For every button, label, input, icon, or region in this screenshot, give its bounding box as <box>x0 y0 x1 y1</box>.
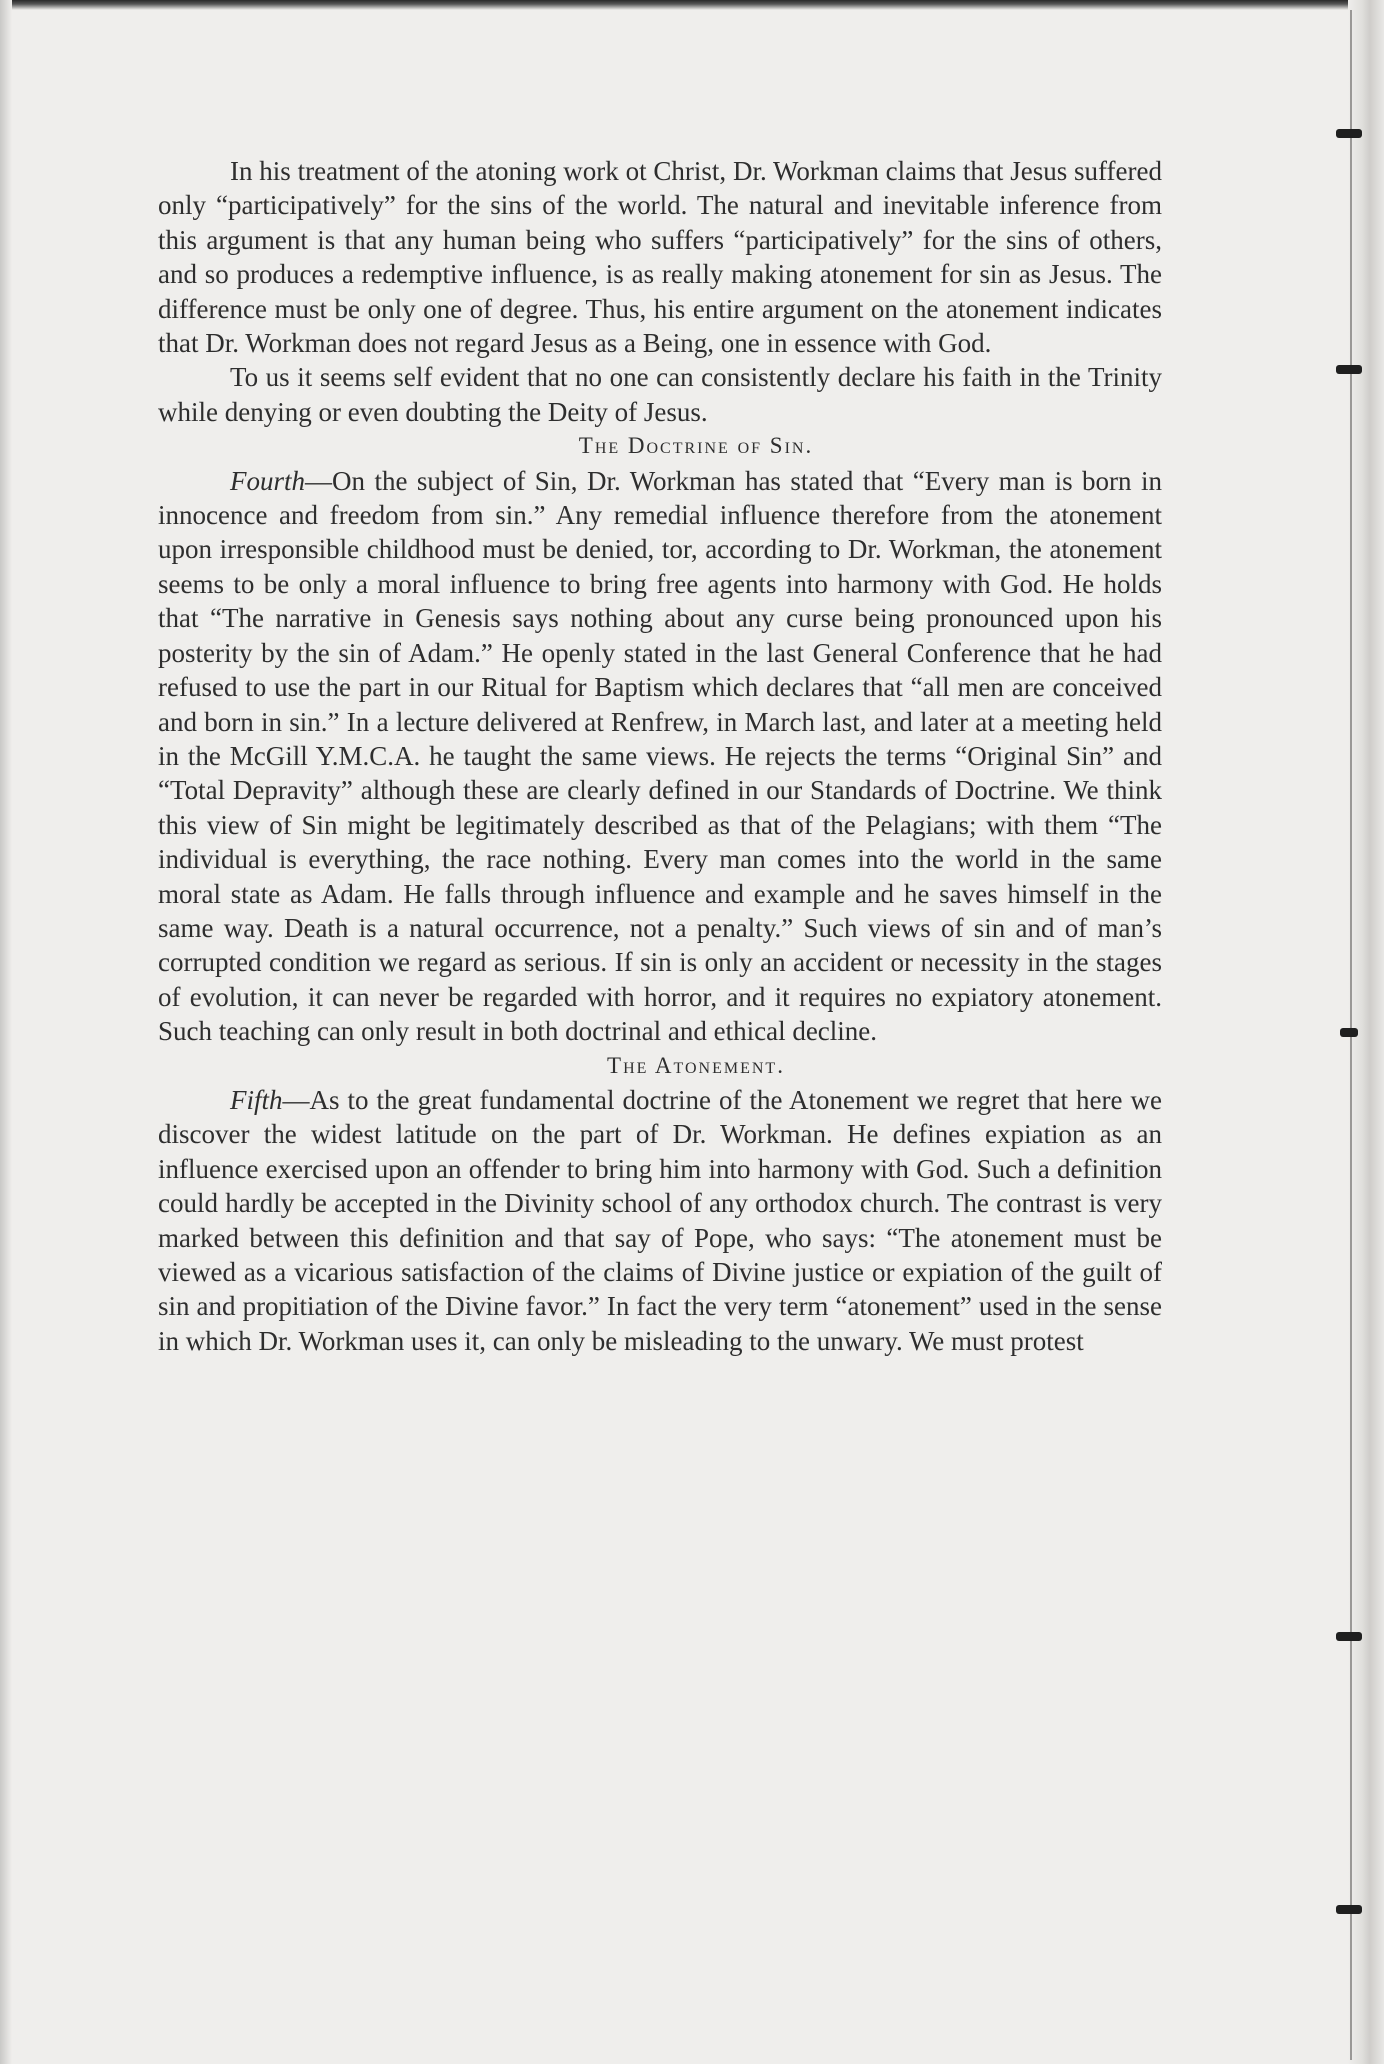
section-body-sin: —On the subject of Sin, Dr. Workman has stated that “Every man is born in innocence and freedom from sin.” Any remedial influence therefore from the atonement upon irresponsible childhood must be denied, tor, according to Dr. Workman, the atonement seems to be only a moral influence to bring free agents into harmony with God. He holds that “The narrative in Genesis says nothing about any curse being pronounced upon his posterity by the sin of Adam.” He openly stated in the last General Conference that he had refused to use the part in our Ritual for Baptism which declares that “all men are conceived and born in sin.” In a lecture delivered at Renfrew, in March last, and later at a meeting held in the McGill Y.M.C.A. he taught the same views. He rejects the terms “Original Sin” and “Total Depravity” although these are clearly defined in our Standards of Doctrine. We think this view of Sin might be legitimately described as that of the Pelagians; with them “The individual is everything, the race nothing. Every man comes into the world in the same moral state as Adam. He falls through influence and example and he saves himself in the same way. Death is a natural occurrence, not a penalty.” Such views of sin and of man’s corrupted condition we regard as serious. If sin is only an accident or necessity in the stages of evolution, it can never be regarded with horror, and it requires no expiatory atonement. Such teaching can only result in both doctrinal and ethical decline. <box>158 465 1162 1047</box>
staple-mark-2 <box>1336 365 1362 374</box>
staple-mark-3 <box>1340 1028 1358 1037</box>
document-body <box>158 154 1162 1358</box>
staple-mark-4 <box>1336 1632 1362 1641</box>
intro-paragraph-2: To us it seems self evident that no one can consistently declare his faith in the Trinity while denying or even doubting the Deity of Jesus. <box>158 362 1162 427</box>
section-heading-atonement: The Atonement. <box>607 1052 785 1078</box>
section-paragraph-sin <box>158 464 1162 1049</box>
staple-mark-1 <box>1336 129 1362 138</box>
intro-paragraph-1: In his treatment of the atoning work ot Christ, Dr. Workman claims that Jesus suffered only “participatively” for the sins of the world. The natural and inevitable inference from this argument is that any human being who suffers “participatively” for the sins of others, and so produces a redemptive influence, is as really making atonement for sin as Jesus. The difference must be only one of degree. Thus, his entire argument on the atonement indicates that Dr. Workman does not regard Jesus as a Being, one in essence with God. <box>158 156 1162 359</box>
section-lead-atonement: Fifth <box>230 1084 283 1115</box>
section-lead-sin: Fourth <box>230 465 306 496</box>
section-paragraph-atonement <box>158 1083 1162 1358</box>
page-top-edge <box>0 0 1384 10</box>
section-heading-sin: The Doctrine of Sin. <box>578 433 814 459</box>
staple-mark-5 <box>1336 1905 1362 1914</box>
section-body-atonement: —As to the great fundamental doctrine of the Atonement we regret that here we discover the widest latitude on the part of Dr. Workman. He defines expiation as an influence exercised upon an offender to bring him into harmony with God. Such a definition could hardly be accepted in the Divinity school of any orthodox church. The contrast is very marked between this definition and that say of Pope, who says: “The atonement must be viewed as a vicarious satisfaction of the claims of Divine justice or expiation of the guilt of sin and propitiation of the Divine favor.” In fact the very term “atonement” used in the sense in which Dr. Workman uses it, can only be misleading to the unwary. We must protest <box>158 1084 1162 1356</box>
page-left-edge <box>0 0 12 2064</box>
